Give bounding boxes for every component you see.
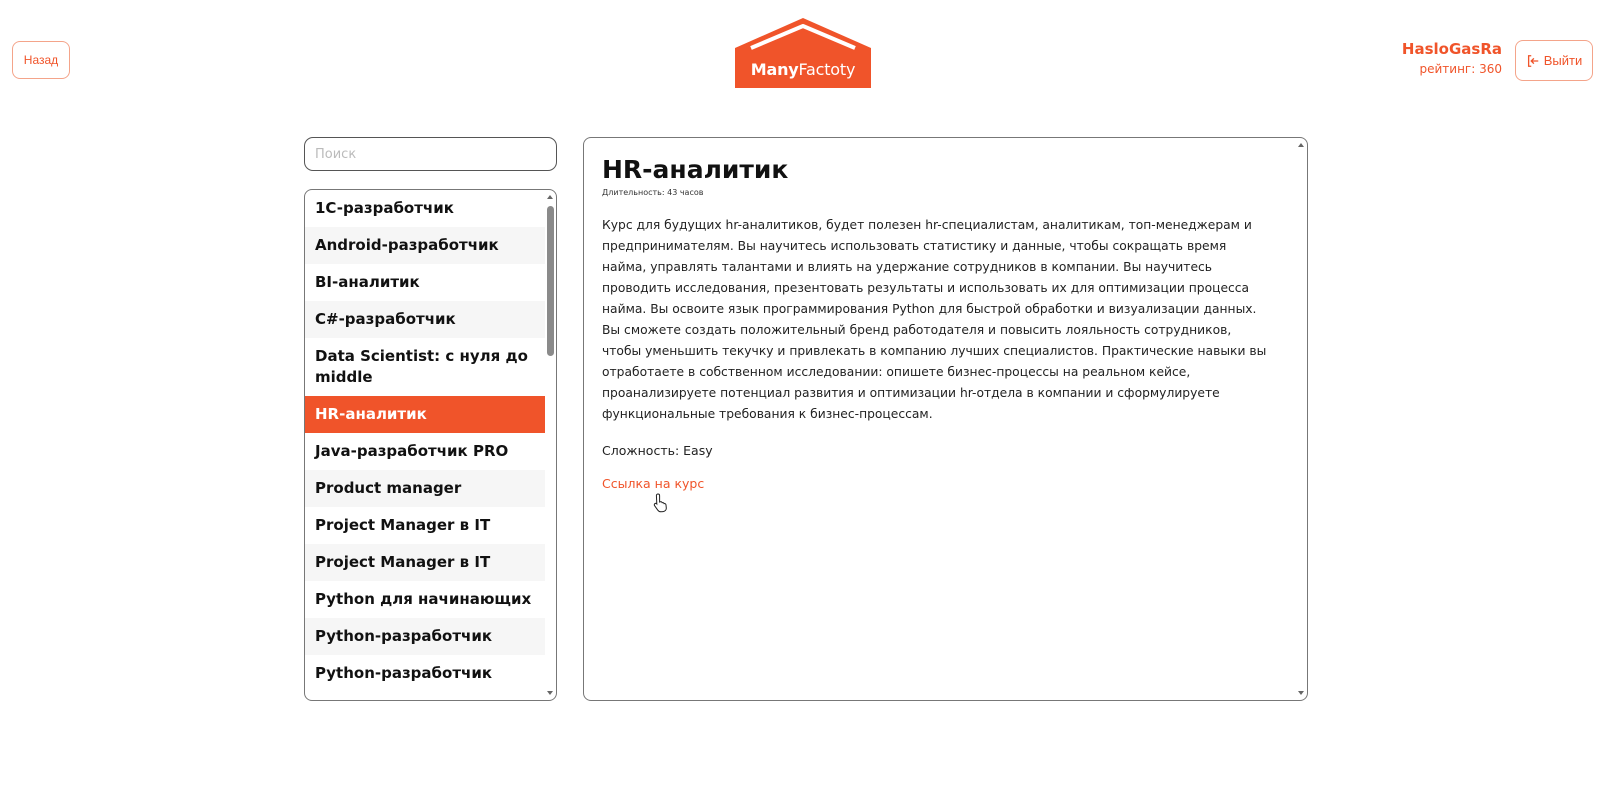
scroll-down-icon[interactable] (1298, 691, 1304, 695)
course-difficulty: Сложность: Easy (602, 443, 713, 458)
course-list-item[interactable]: 1C-разработчик (315, 199, 454, 217)
course-list-item[interactable]: Python-разработчик (305, 618, 545, 655)
course-list-item[interactable]: C#-разработчик (305, 301, 545, 338)
hand-cursor-icon (653, 493, 669, 513)
logout-button[interactable] (1515, 40, 1593, 81)
scroll-up-icon[interactable] (547, 195, 553, 199)
logo (735, 18, 871, 88)
course-list-item[interactable]: Project Manager в IT (315, 516, 491, 534)
course-list-item[interactable]: Android-разработчик (305, 227, 545, 264)
scroll-down-icon[interactable] (547, 691, 553, 695)
course-list[interactable] (304, 189, 557, 701)
logout-icon (1526, 54, 1540, 68)
scroll-up-icon[interactable] (1298, 143, 1304, 147)
course-description: Курс для будущих hr-аналитиков, будет полезен hr-специалистам, аналитикам, топ-менеджерам и предпринимателям. Вы научитесь использовать статистику и данные, чтобы сокращать время найма, управлять талантами и влиять на удержание сотрудников в компании. Вы научитесь проводить исследования, презентовать результаты и использовать их для оптимизации процесса найма. Вы освоите язык программирования Python для быстрой обработки и визуализации данных. Вы сможете создать положительный бренд работодателя и повысить лояльность сотрудников, чтобы уменьшить текучку и привлекать в компанию лучших специалистов. Практические навыки вы отработаете в собственном исследовании: опишете бизнес-процессы на реальном кейсе, проанализируете потенциал развития и оптимизации hr-отдела в компании и сформулируете функциональные требования к бизнес-процессам. (602, 218, 1267, 421)
user-name: HasloGasRa (1401, 40, 1502, 58)
course-list-item[interactable]: Data Scientist: с нуля до middle (315, 347, 528, 386)
logout-label: Выйти (1543, 53, 1583, 68)
course-link[interactable]: Ссылка на курс (602, 476, 705, 491)
course-list-item[interactable]: Java-разработчик PRO (315, 442, 509, 460)
course-duration: Длительность: 43 часов (602, 188, 704, 197)
course-list-item[interactable]: BI-аналитик (315, 273, 420, 291)
scroll-thumb[interactable] (547, 206, 554, 356)
back-button[interactable]: Назад (12, 41, 70, 79)
course-list-item[interactable]: Python-разработчик (315, 664, 493, 682)
search-input[interactable] (304, 137, 557, 171)
course-list-item[interactable]: Python для начинающих (315, 590, 532, 608)
user-rating: рейтинг: 360 (1419, 62, 1502, 76)
logo-text: ManyFactoty (750, 60, 856, 79)
course-items (305, 190, 556, 692)
user-info (1402, 40, 1502, 80)
list-scrollbar[interactable] (544, 190, 556, 700)
detail-scrollbar[interactable] (1295, 138, 1307, 700)
course-detail-panel (583, 137, 1308, 701)
course-list-item[interactable]: Product manager (305, 470, 545, 507)
course-title: HR-аналитик (602, 155, 789, 184)
course-list-item[interactable]: Project Manager в IT (305, 544, 545, 581)
course-list-item[interactable]: HR-аналитик (305, 396, 545, 433)
